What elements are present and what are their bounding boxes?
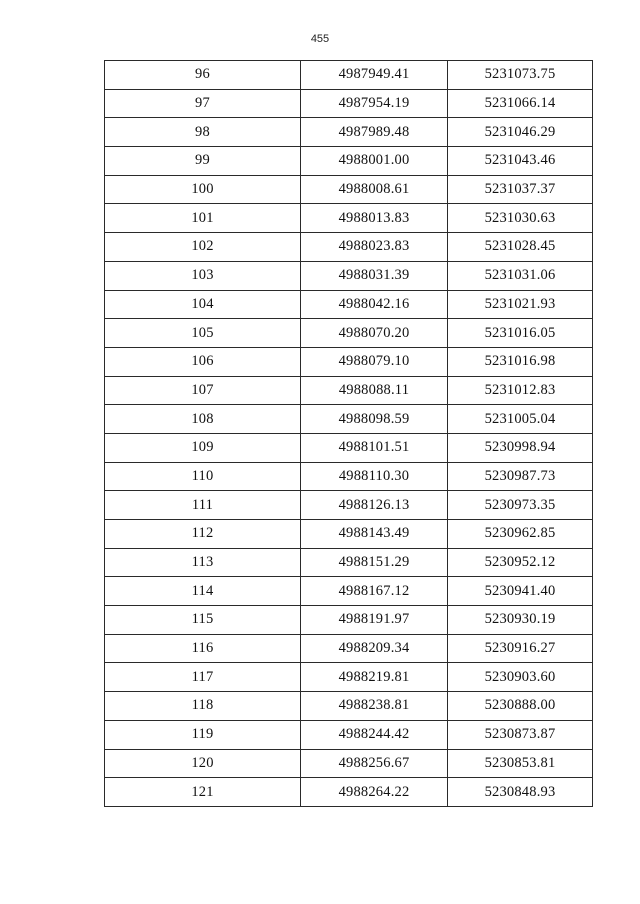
y-coordinate-cell: 5230903.60: [448, 663, 593, 692]
point-number-cell: 98: [105, 118, 301, 147]
table-row: [105, 175, 593, 204]
y-coordinate-cell: 5231028.45: [448, 233, 593, 262]
y-coordinate-cell: 5231016.05: [448, 319, 593, 348]
y-coordinate-cell: 5231012.83: [448, 376, 593, 405]
table-row: [105, 147, 593, 176]
x-coordinate-cell: 4988008.61: [301, 175, 448, 204]
y-coordinate-cell: 5231016.98: [448, 347, 593, 376]
table-row: [105, 433, 593, 462]
point-number-cell: 118: [105, 692, 301, 721]
table-row: [105, 290, 593, 319]
page-number: 455: [310, 33, 330, 45]
x-coordinate-cell: 4988070.20: [301, 319, 448, 348]
coordinates-table: [104, 60, 593, 807]
y-coordinate-cell: 5231037.37: [448, 175, 593, 204]
x-coordinate-cell: 4988042.16: [301, 290, 448, 319]
x-coordinate-cell: 4988126.13: [301, 491, 448, 520]
y-coordinate-cell: 5230973.35: [448, 491, 593, 520]
table-row: [105, 233, 593, 262]
point-number-cell: 108: [105, 405, 301, 434]
point-number-cell: 107: [105, 376, 301, 405]
x-coordinate-cell: 4988031.39: [301, 261, 448, 290]
table-row: [105, 606, 593, 635]
point-number-cell: 102: [105, 233, 301, 262]
y-coordinate-cell: 5230952.12: [448, 548, 593, 577]
x-coordinate-cell: 4988219.81: [301, 663, 448, 692]
point-number-cell: 110: [105, 462, 301, 491]
y-coordinate-cell: 5230941.40: [448, 577, 593, 606]
point-number-cell: 96: [105, 61, 301, 90]
table-row: [105, 376, 593, 405]
table-row: [105, 577, 593, 606]
table-row: [105, 462, 593, 491]
point-number-cell: 106: [105, 347, 301, 376]
table-row: [105, 548, 593, 577]
y-coordinate-cell: 5230888.00: [448, 692, 593, 721]
point-number-cell: 121: [105, 778, 301, 807]
y-coordinate-cell: 5231066.14: [448, 89, 593, 118]
point-number-cell: 104: [105, 290, 301, 319]
x-coordinate-cell: 4987989.48: [301, 118, 448, 147]
y-coordinate-cell: 5231046.29: [448, 118, 593, 147]
y-coordinate-cell: 5230930.19: [448, 606, 593, 635]
y-coordinate-cell: 5230916.27: [448, 634, 593, 663]
point-number-cell: 100: [105, 175, 301, 204]
table-row: [105, 204, 593, 233]
x-coordinate-cell: 4988110.30: [301, 462, 448, 491]
point-number-cell: 114: [105, 577, 301, 606]
x-coordinate-cell: 4988264.22: [301, 778, 448, 807]
x-coordinate-cell: 4987954.19: [301, 89, 448, 118]
x-coordinate-cell: 4988167.12: [301, 577, 448, 606]
point-number-cell: 117: [105, 663, 301, 692]
table-row: [105, 61, 593, 90]
table-row: [105, 405, 593, 434]
table-row: [105, 347, 593, 376]
point-number-cell: 120: [105, 749, 301, 778]
x-coordinate-cell: 4988209.34: [301, 634, 448, 663]
x-coordinate-cell: 4988001.00: [301, 147, 448, 176]
point-number-cell: 112: [105, 520, 301, 549]
x-coordinate-cell: 4988151.29: [301, 548, 448, 577]
x-coordinate-cell: 4988256.67: [301, 749, 448, 778]
point-number-cell: 105: [105, 319, 301, 348]
table-row: [105, 720, 593, 749]
x-coordinate-cell: 4988098.59: [301, 405, 448, 434]
table-row: [105, 749, 593, 778]
y-coordinate-cell: 5230873.87: [448, 720, 593, 749]
x-coordinate-cell: 4988079.10: [301, 347, 448, 376]
y-coordinate-cell: 5231043.46: [448, 147, 593, 176]
x-coordinate-cell: 4988101.51: [301, 433, 448, 462]
point-number-cell: 113: [105, 548, 301, 577]
point-number-cell: 101: [105, 204, 301, 233]
x-coordinate-cell: 4988191.97: [301, 606, 448, 635]
y-coordinate-cell: 5231031.06: [448, 261, 593, 290]
point-number-cell: 119: [105, 720, 301, 749]
point-number-cell: 97: [105, 89, 301, 118]
point-number-cell: 111: [105, 491, 301, 520]
point-number-cell: 116: [105, 634, 301, 663]
table-row: [105, 118, 593, 147]
point-number-cell: 99: [105, 147, 301, 176]
table-row: [105, 89, 593, 118]
y-coordinate-cell: 5231073.75: [448, 61, 593, 90]
table-row: [105, 663, 593, 692]
table-row: [105, 319, 593, 348]
y-coordinate-cell: 5230853.81: [448, 749, 593, 778]
x-coordinate-cell: 4988088.11: [301, 376, 448, 405]
y-coordinate-cell: 5230998.94: [448, 433, 593, 462]
y-coordinate-cell: 5231005.04: [448, 405, 593, 434]
x-coordinate-cell: 4988244.42: [301, 720, 448, 749]
y-coordinate-cell: 5231030.63: [448, 204, 593, 233]
x-coordinate-cell: 4988013.83: [301, 204, 448, 233]
y-coordinate-cell: 5230848.93: [448, 778, 593, 807]
table-row: [105, 491, 593, 520]
y-coordinate-cell: 5231021.93: [448, 290, 593, 319]
coordinates-table-body: [105, 61, 593, 807]
table-row: [105, 520, 593, 549]
x-coordinate-cell: 4988023.83: [301, 233, 448, 262]
table-row: [105, 634, 593, 663]
table-row: [105, 778, 593, 807]
point-number-cell: 103: [105, 261, 301, 290]
y-coordinate-cell: 5230962.85: [448, 520, 593, 549]
point-number-cell: 115: [105, 606, 301, 635]
x-coordinate-cell: 4987949.41: [301, 61, 448, 90]
y-coordinate-cell: 5230987.73: [448, 462, 593, 491]
table-row: [105, 261, 593, 290]
table-row: [105, 692, 593, 721]
point-number-cell: 109: [105, 433, 301, 462]
x-coordinate-cell: 4988143.49: [301, 520, 448, 549]
x-coordinate-cell: 4988238.81: [301, 692, 448, 721]
